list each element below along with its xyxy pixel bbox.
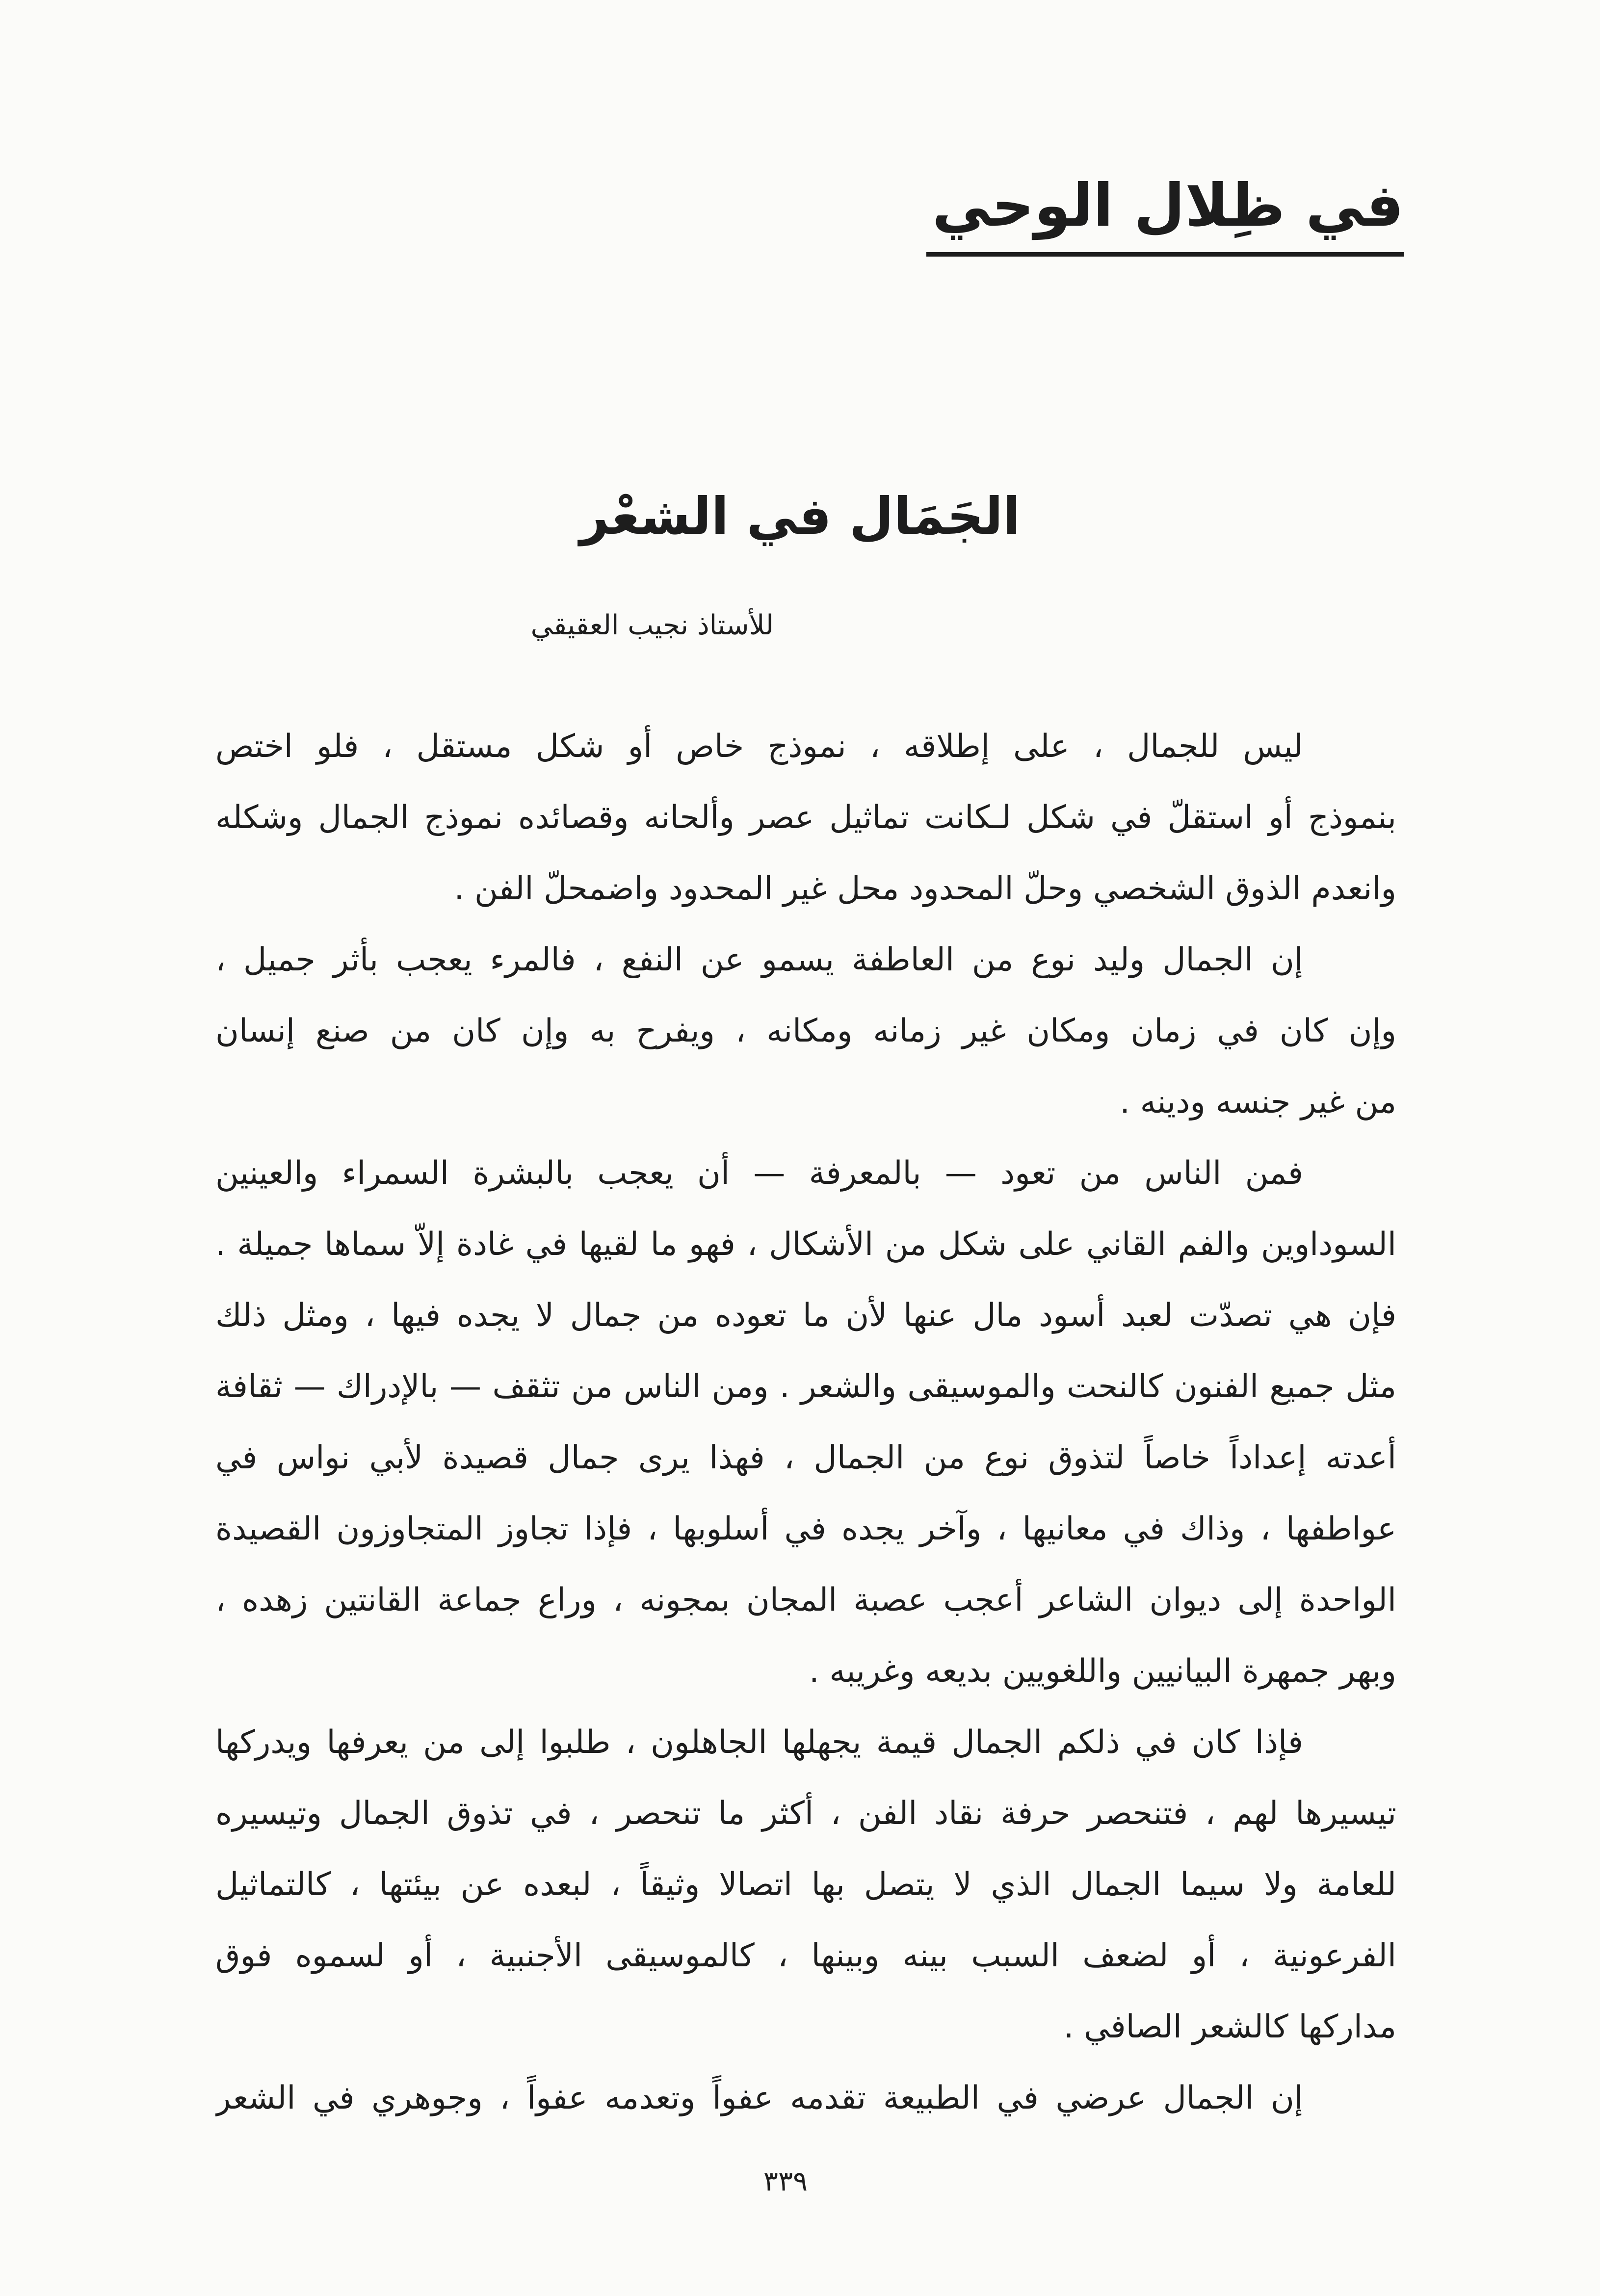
text-line: فمن الناس من تعود — بالمعرفة — أن يعجب بالبشرة السمراء والعينين: [215, 1155, 1303, 1192]
text-line: فإذا كان في ذلكم الجمال قيمة يجهلها الجاهلون ، طلبوا إلى من يعرفها ويدركها: [215, 1724, 1303, 1761]
paragraph: [215, 1138, 1396, 1707]
article-author: للأستاذ نجيب العقيقي: [530, 609, 774, 641]
text-line: وانعدم الذوق الشخصي وحلّ المحدود محل غير المحدود واضمحلّ الفن .: [454, 870, 1396, 907]
text-line: من غير جنسه ودينه .: [1120, 1084, 1396, 1121]
text-line: أعدته إعداداً خاصاً لتذوق نوع من الجمال ، فهذا يرى جمال قصيدة لأبي نواس في: [215, 1439, 1396, 1476]
text-line: للعامة ولا سيما الجمال الذي لا يتصل بها اتصالا وثيقاً ، لبعده عن بيئتها ، كالتماثيل: [215, 1866, 1396, 1903]
page-number: ٣٣٩: [763, 2166, 808, 2197]
text-line: الواحدة إلى ديوان الشاعر أعجب عصبة المجان بمجونه ، وراع جماعة القانتين زهده ،: [215, 1582, 1396, 1618]
text-line: مثل جميع الفنون كالنحت والموسيقى والشعر . ومن الناس من تثقف — بالإدراك — ثقافة: [215, 1368, 1396, 1405]
text-line: إن الجمال عرضي في الطبيعة تقدمه عفواً وتعدمه عفواً ، وجوهري في الشعر: [215, 2080, 1303, 2116]
text-line: تيسيرها لهم ، فتنحصر حرفة نقاد الفن ، أكثر ما تنحصر ، في تذوق الجمال وتيسيره: [215, 1795, 1396, 1832]
paragraph: [215, 711, 1396, 924]
article-title: الجَمَال في الشعْر: [579, 486, 1021, 546]
text-line: بنموذج أو استقلّ في شكل لـكانت تماثيل عصر وألحانه وقصائده نموذج الجمال وشكله: [215, 799, 1396, 836]
text-line: وإن كان في زمان ومكان غير زمانه ومكانه ، ويفرح به وإن كان من صنع إنسان: [215, 1013, 1396, 1049]
text-line: ليس للجمال ، على إطلاقه ، نموذج خاص أو شكل مستقل ، فلو اختص: [215, 728, 1303, 765]
paragraph: [215, 1707, 1396, 2062]
text-line: وبهر جمهرة البيانيين واللغويين بديعه وغريبه .: [809, 1653, 1396, 1690]
article-body: [215, 711, 1396, 2134]
text-line: مداركها كالشعر الصافي .: [1063, 2009, 1396, 2045]
paragraph: [215, 924, 1396, 1138]
text-line: فإن هي تصدّت لعبد أسود مال عنها لأن ما تعوده من جمال لا يجده فيها ، ومثل ذلك: [215, 1297, 1396, 1334]
text-line: عواطفها ، وذاك في معانيها ، وآخر يجده في أسلوبها ، فإذا تجاوز المتجاوزون القصيدة: [215, 1511, 1396, 1547]
text-line: السوداوين والفم القاني على شكل من الأشكال ، فهو ما لقيها في غادة إلاّ سماها جميلة .: [215, 1226, 1396, 1263]
series-logo: في ظِلال الوحي: [926, 162, 1404, 257]
paragraph: [215, 2062, 1396, 2134]
text-line: الفرعونية ، أو لضعف السبب بينه وبينها ، كالموسيقى الأجنبية ، أو لسموه فوق: [215, 1937, 1396, 1974]
text-line: إن الجمال وليد نوع من العاطفة يسمو عن النفع ، فالمرء يعجب بأثر جميل ،: [215, 941, 1303, 978]
